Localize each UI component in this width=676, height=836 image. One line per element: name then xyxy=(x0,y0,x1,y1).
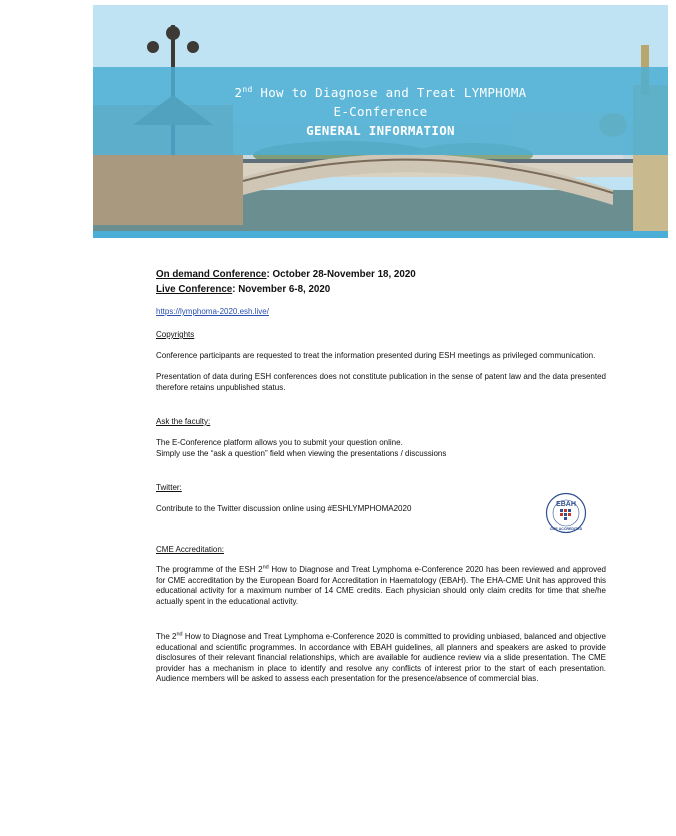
twitter-title: Twitter: xyxy=(156,483,182,492)
faculty-line-1: The E-Conference platform allows you to submit your question online. xyxy=(156,438,403,447)
faculty-line-2: Simply use the “ask a question” field when viewing the presentations / discussions xyxy=(156,449,447,458)
ebah-logo xyxy=(545,492,587,534)
cme-p2-a: The 2 xyxy=(156,632,177,641)
svg-text:CME ACCREDITED: CME ACCREDITED xyxy=(549,527,583,531)
live-value: : November 6-8, 2020 xyxy=(232,284,331,295)
cme-p2-sup: nd xyxy=(176,631,183,638)
cme-p1-a: The programme of the ESH 2 xyxy=(156,565,263,574)
twitter-line-1: Contribute to the Twitter discussion online using #ESHLYMPHOMA2020 xyxy=(156,504,412,513)
conference-link[interactable]: https://lymphoma-2020.esh.live/ xyxy=(156,307,269,316)
on-demand-line xyxy=(156,269,416,280)
banner-stripe xyxy=(93,231,668,238)
cme-p2-b: How to Diagnose and Treat Lymphoma e-Conference 2020 is committed to providing unbiased, balanced and objective educational and scientific programmes. In accordance with EBAH guidelines, all planners and speakers are asked to provide disclosures of their relevant financial relationships, which are available for audience review via a slide presentation. The CME provider has a mechanism in place to identify and resolve any conflicts of interest prior to the start of each presentation. Audience members will be asked to assess each presentation for the presence/absence of commercial bias. xyxy=(156,632,606,684)
banner-title-rest: How to Diagnose and Treat LYMPHOMA xyxy=(252,85,527,101)
cme-para-2 xyxy=(156,632,606,685)
faculty-title: Ask the faculty: xyxy=(156,417,211,426)
ebah-logo-text: EBAH xyxy=(556,501,576,508)
copyrights-para-1: Conference participants are requested to treat the information presented during ESH meetings as privileged communication. xyxy=(156,351,596,360)
cme-para-1 xyxy=(156,565,606,607)
cme-p1-sup: nd xyxy=(262,564,269,571)
banner-title-prefix: 2 xyxy=(234,85,243,101)
live-line xyxy=(156,284,330,295)
banner-general-info: GENERAL INFORMATION xyxy=(306,123,455,139)
copyrights-para-2: Presentation of data during ESH conferences does not constitute publication in the sense of patent law and the data presented therefore retains unpublished status. xyxy=(156,372,606,392)
cme-p1-b: How to Diagnose and Treat Lymphoma e-Conference 2020 has been reviewed and approved for CME accreditation by the European Board for Accreditation in Haematology (EBAH). The EHA-CME Unit has approved this educational activity for a maximum number of 14 CME credits. Each physician should only claim credits for time that she/he actually spent in the educational activity. xyxy=(156,565,606,606)
on-demand-value: : October 28-November 18, 2020 xyxy=(266,269,416,280)
on-demand-label: On demand Conference xyxy=(156,269,267,280)
banner-title-sup: nd xyxy=(242,85,253,94)
banner-title xyxy=(93,80,668,140)
banner-subtitle: E-Conference xyxy=(333,104,428,120)
copyrights-title: Copyrights xyxy=(156,330,195,339)
live-label: Live Conference xyxy=(156,284,233,295)
cme-title: CME Accreditation: xyxy=(156,545,225,554)
header-banner xyxy=(93,5,668,231)
